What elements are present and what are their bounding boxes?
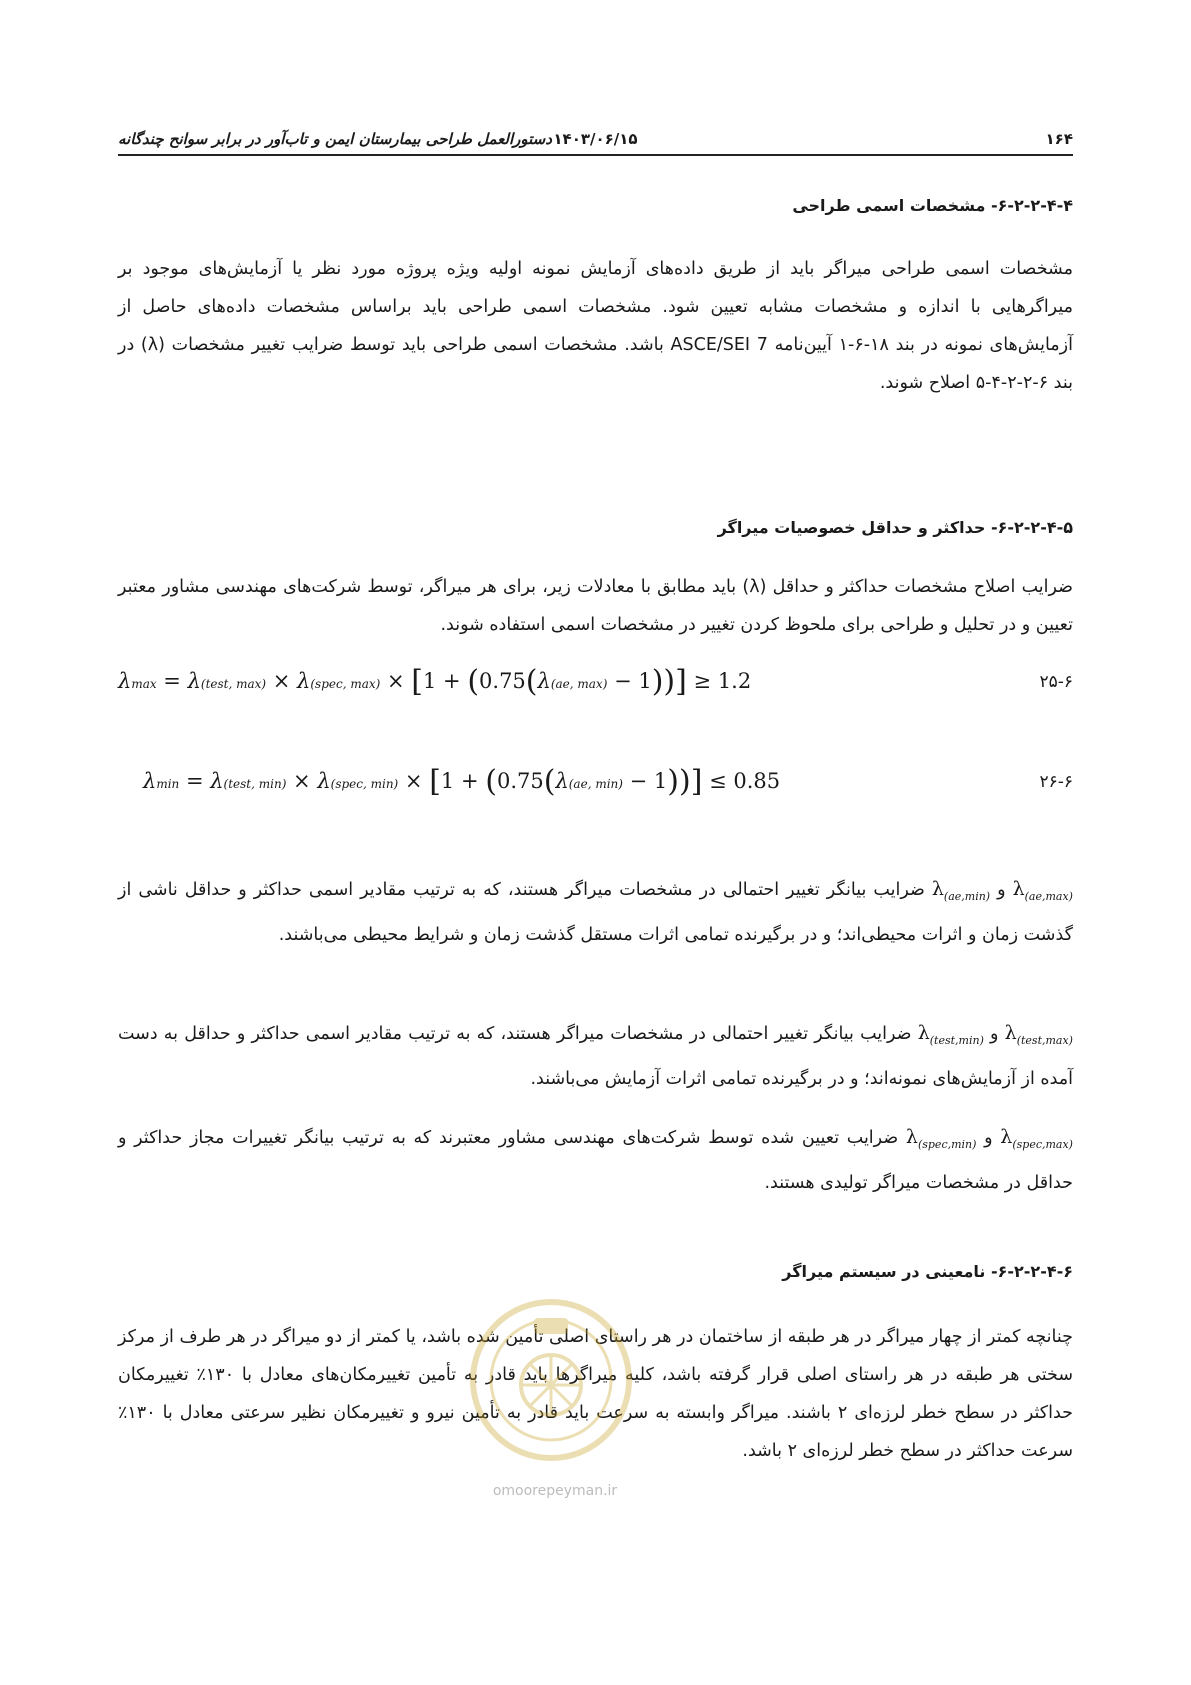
- section-heading: ۶-۲-۲-۴-۵- حداکثر و حداقل خصوصیات میراگر: [717, 518, 1073, 537]
- section-paragraph: مشخصات اسمی طراحی میراگر باید از طریق داده‌های آزمایش نمونه اولیه ویژه پروژه مورد نظر یا آزمایش‌های موجود بر میراگرهایی با اندازه و مشخصات مشابه تعیین شود. مشخصات اسمی طراحی باید براساس مشخصات داده‌های حاصل از آزمایش‌های نمونه در بند ۱۸-۶-۱ آیین‌نامه ASCE/SEI 7 باشد. مشخصات اسمی طراحی باید توسط ضرایب تغییر مشخصات (λ) در بند ۶-۲-۲-۴-۵ اصلاح شوند.: [118, 259, 1073, 393]
- watermark-text: omoorepeyman.ir: [492, 1483, 618, 1499]
- running-header: [118, 128, 1073, 156]
- section-paragraph: ضرایب اصلاح مشخصات حداکثر و حداقل (λ) باید مطابق با معادلات زیر، برای هر میراگر، توسط شرکت‌های مهندسی مشاور معتبر تعیین و در تحلیل و طراحی برای ملحوظ کردن تغییر در مشخصات اسمی استفاده شوند.: [118, 577, 1073, 635]
- equation-formula: λmin = λ(test, min) × λ(spec, min) × [1 + (0.75(λ(ae, min) − 1))] ≤ 0.85: [143, 764, 781, 799]
- definition-paragraph: $\lambda_{(test,max)}$ و $\lambda_{(test,min)}$ ضرایب بیانگر تغییر احتمالی در مشخصات میراگر هستند، که به ترتیب مقادیر اسمی حداکثر و حداقل به دست آمده از آزمایش‌های نمونه‌اند؛ و در برگیرنده تمامی اثرات آزمایش می‌باشند.: [118, 1022, 1073, 1089]
- definition-paragraph: $\lambda_{(ae,max)}$ و $\lambda_{(ae,min)}$ ضرایب بیانگر تغییر احتمالی در مشخصات میراگر هستند، که به ترتیب مقادیر اسمی حداکثر و حداقل ناشی از گذشت زمان و اثرات محیطی‌اند؛ و در برگیرنده تمامی اثرات مستقل گذشت زمان و شرایط محیطی می‌باشند.: [118, 878, 1073, 945]
- section-paragraph: چنانچه کمتر از چهار میراگر در هر طبقه از ساختمان در هر راستای اصلی تأمین شده باشد، یا کمتر از دو میراگر در هر طرف از مرکز سختی هر طبقه در هر راستای اصلی قرار گرفته باشد، کلیه میراگرها باید قادر به تأمین تغییرمکان‌های معادل با ۱۳۰٪ تغییرمکان حداکثر در سطح خطر لرزه‌ای ۲ باشند. میراگر وابسته به سرعت باید قادر به تأمین نیرو و تغییرمکان نظیر سرعتی معادل با ۱۳۰٪ سرعت حداکثر در سطح خطر لرزه‌ای ۲ باشد.: [118, 1327, 1074, 1461]
- section-heading: ۶-۲-۲-۴-۶- نامعینی در سیستم میراگر: [782, 1262, 1073, 1281]
- section-heading: ۶-۲-۲-۴-۴- مشخصات اسمی طراحی: [792, 196, 1073, 215]
- equation: [118, 764, 1073, 814]
- header-title: دستورالعمل طراحی بیمارستان ایمن و تاب‌آور در برابر سوانح چندگانه: [118, 130, 552, 148]
- equation-number: ۲۵-۶: [1039, 672, 1073, 692]
- watermark-logo-icon: [466, 1290, 636, 1470]
- definition-paragraph: $\lambda_{(spec,max)}$ و $\lambda_{(spec,min)}$ ضرایب تعیین شده توسط شرکت‌های مهندسی مشاور معتبرند که به ترتیب بیانگر تغییرات مجاز حداکثر و حداقل در مشخصات میراگر تولیدی هستند.: [118, 1126, 1073, 1193]
- equation: [118, 664, 1073, 714]
- header-date: ۱۴۰۳/۰۶/۱۵: [553, 130, 638, 148]
- equation-number: ۲۶-۶: [1039, 772, 1073, 792]
- page-number: ۱۶۴: [1045, 130, 1073, 148]
- equation-formula: λmax = λ(test, max) × λ(spec, max) × [1 + (0.75(λ(ae, max) − 1))] ≥ 1.2: [118, 664, 752, 699]
